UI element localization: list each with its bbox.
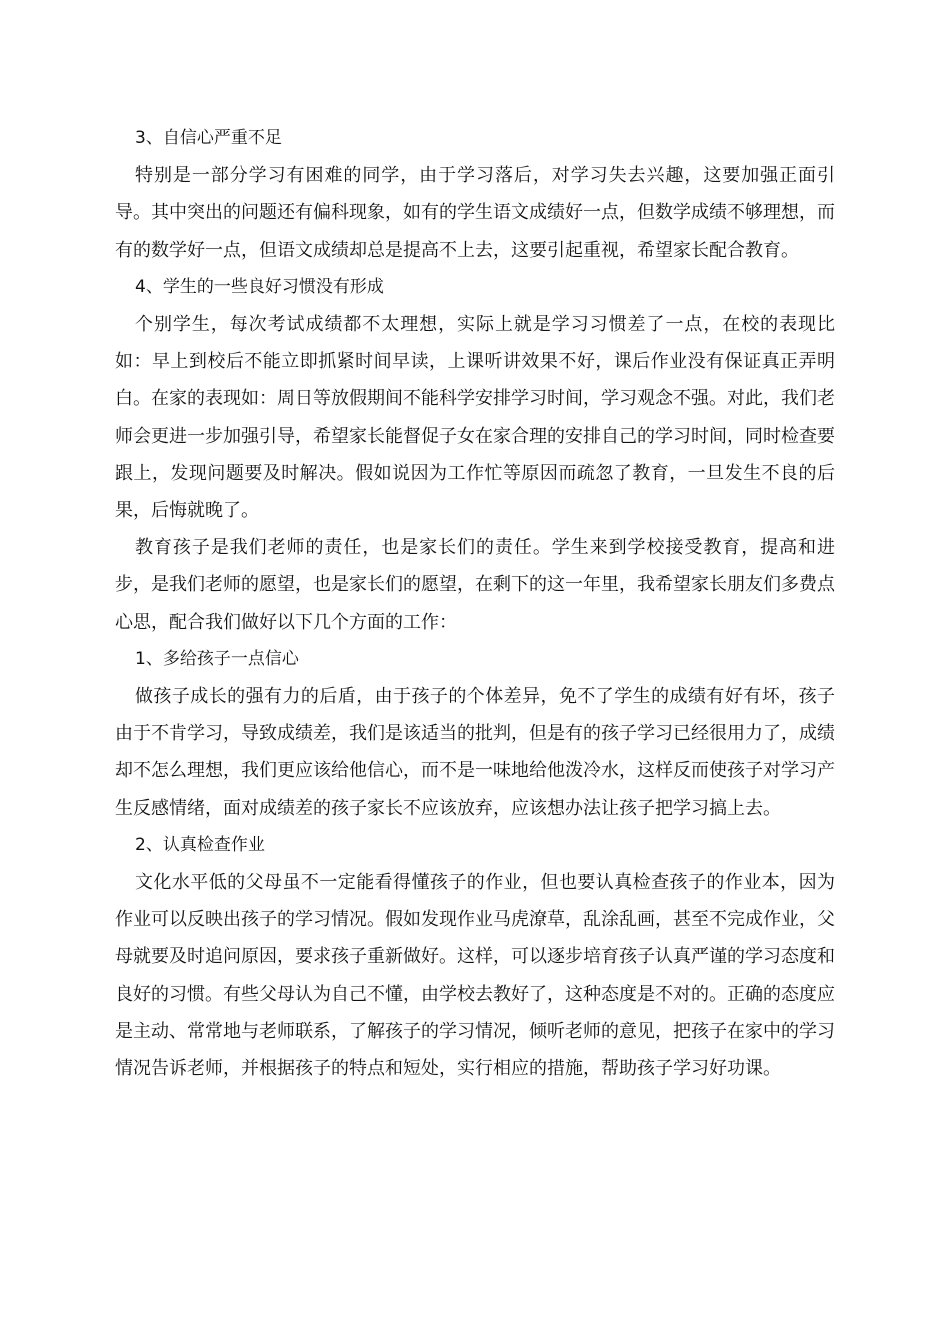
paragraph: 特别是一部分学习有困难的同学，由于学习落后，对学习失去兴趣，这要加强正面引导。其中突出的问题还有偏科现象，如有的学生语文成绩好一点，但数学成绩不够理想，而有的数学好一点，但语文成绩却总是提高不上去，这要引起重视，希望家长配合教育。 (115, 165, 835, 261)
paragraph: 个别学生，每次考试成绩都不太理想，实际上就是学习习惯差了一点，在校的表现比如：早上到校后不能立即抓紧时间早读，上课听讲效果不好，课后作业没有保证真正弄明白。在家的表现如：周日等放假期间不能科学安排学习时间，学习观念不强。对此，我们老师会更进一步加强引导，希望家长能督促子女在家合理的安排自己的学习时间，同时检查要跟上，发现问题要及时解决。假如说因为工作忙等原因而疏忽了教育，一旦发生不良的后果，后悔就晚了。 (115, 314, 835, 522)
paragraph: 教育孩子是我们老师的责任，也是家长们的责任。学生来到学校接受教育，提高和进步，是我们老师的愿望，也是家长们的愿望，在剩下的这一年里，我希望家长朋友们多费点心思，配合我们做好以下几个方面的工作： (115, 537, 835, 633)
paragraph: 做孩子成长的强有力的后盾，由于孩子的个体差异，免不了学生的成绩有好有坏，孩子由于不肯学习，导致成绩差，我们是该适当的批判，但是有的孩子学习已经很用力了，成绩却不怎么理想，我们更应该给他信心，而不是一味地给他泼冷水，这样反而使孩子对学习产生反感情绪，面对成绩差的孩子家长不应该放弃，应该想办法让孩子把学习搞上去。 (115, 686, 835, 819)
document-body (115, 120, 835, 1087)
paragraph: 文化水平低的父母虽不一定能看得懂孩子的作业，但也要认真检查孩子的作业本，因为作业可以反映出孩子的学习情况。假如发现作业马虎潦草，乱涂乱画，甚至不完成作业，父母就要及时追问原因，要求孩子重新做好。这样，可以逐步培育孩子认真严谨的学习态度和良好的习惯。有些父母认为自己不懂，由学校去教好了，这种态度是不对的。正确的态度应是主动、常常地与老师联系，了解孩子的学习情况，倾听老师的意见，把孩子在家中的学习情况告诉老师，并根据孩子的特点和短处，实行相应的措施，帮助孩子学习好功课。 (115, 872, 835, 1080)
section-heading: 4、学生的一些良好习惯没有形成 (135, 276, 384, 297)
section-heading: 2、认真检查作业 (135, 834, 265, 855)
section-heading: 3、自信心严重不足 (135, 128, 282, 148)
section-heading: 1、多给孩子一点信心 (135, 648, 299, 669)
